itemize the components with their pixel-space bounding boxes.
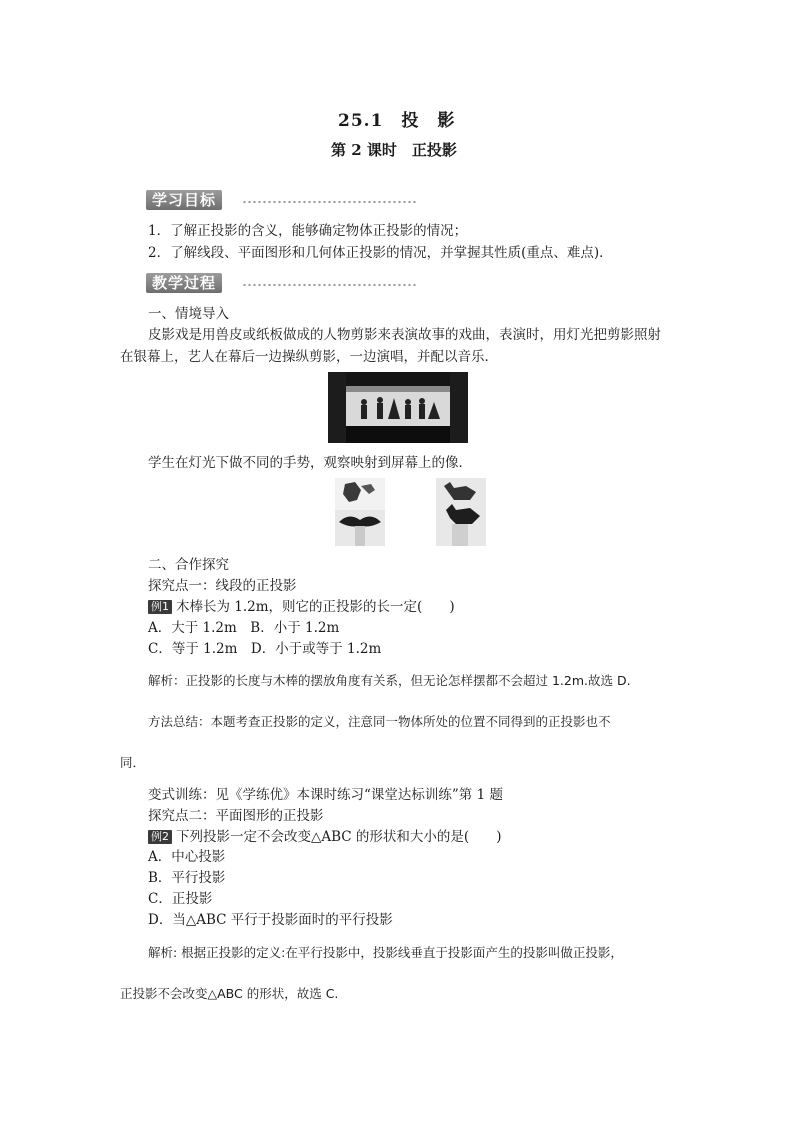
- example-2-option-a: A．中心投影: [148, 849, 226, 865]
- example-1-variant: 变式训练：见《学练优》本课时练习“课堂达标训练”第 1 题: [148, 787, 503, 803]
- example-1-method-line-1: 方法总结：本题考查正投影的定义，注意同一物体所处的位置不同得到的正投影也不: [148, 714, 611, 729]
- example-2-option-d: D．当△ABC 平行于投影面时的平行投影: [148, 912, 393, 928]
- hand-shadow-bird-photo: [335, 478, 385, 546]
- objective-item-1: 1．了解正投影的含义，能够确定物体正投影的情况；: [148, 223, 468, 239]
- process-banner-label: 教学过程: [146, 273, 222, 293]
- objective-item-2: 2．了解线段、平面图形和几何体正投影的情况，并掌握其性质(重点、难点)．: [148, 245, 613, 261]
- example-1-options-line-1: A．大于 1.2m B．小于 1.2m: [148, 620, 340, 636]
- intro-paragraph-line-1: 皮影戏是用兽皮或纸板做成的人物剪影来表演故事的戏曲，表演时，用灯光把剪影照射: [148, 327, 661, 343]
- example-2-option-c: C．正投影: [148, 891, 213, 907]
- example-2-badge: 例2: [148, 830, 172, 844]
- intro-paragraph-line-2: 在银幕上，艺人在幕后一边操纵剪影，一边演唱，并配以音乐．: [120, 349, 498, 365]
- example-1-method-line-2: 同．: [120, 755, 146, 770]
- example-1-badge: 例1: [148, 600, 172, 614]
- example-2-option-b: B．平行投影: [148, 870, 226, 886]
- intro-heading: 一、情境导入: [148, 306, 229, 322]
- banner-dots: [242, 200, 418, 204]
- example-1-question: [148, 598, 455, 616]
- example-2-analysis-line-2: 正投影不会改变△ABC 的形状，故选 C.: [120, 986, 339, 1001]
- shadow-play-photo: [328, 372, 468, 443]
- page-title: 25.1 投 影: [338, 111, 456, 131]
- hand-shadow-dog-photo: [436, 478, 486, 546]
- example-2-question-text: 下列投影一定不会改变△ABC 的形状和大小的是( ): [176, 829, 502, 845]
- objectives-banner: [146, 190, 418, 210]
- explore-heading: 二、合作探究: [148, 557, 229, 573]
- intro-paragraph-line-3: 学生在灯光下做不同的手势，观察映射到屏幕上的像．: [148, 455, 472, 471]
- explore-point-2: 探究点二：平面图形的正投影: [148, 808, 324, 824]
- example-2-analysis-line-1: 解析: 根据正投影的定义:在平行投影中，投影线垂直于投影面产生的投影叫做正投影，: [148, 945, 623, 960]
- example-2-question: [148, 828, 501, 846]
- example-1-analysis: 解析：正投影的长度与木棒的摆放角度有关系，但无论怎样摆都不会超过 1.2m.故选 D.: [148, 673, 631, 688]
- explore-point-1: 探究点一：线段的正投影: [148, 578, 297, 594]
- banner-dots: [242, 283, 418, 287]
- example-1-question-text: 木棒长为 1.2m，则它的正投影的长一定( ): [176, 599, 455, 615]
- objectives-banner-label: 学习目标: [146, 190, 222, 210]
- example-1-options-line-2: C．等于 1.2m D．小于或等于 1.2m: [148, 641, 382, 657]
- lesson-subtitle: 第 2 课时 正投影: [331, 141, 457, 159]
- process-banner: [146, 273, 418, 293]
